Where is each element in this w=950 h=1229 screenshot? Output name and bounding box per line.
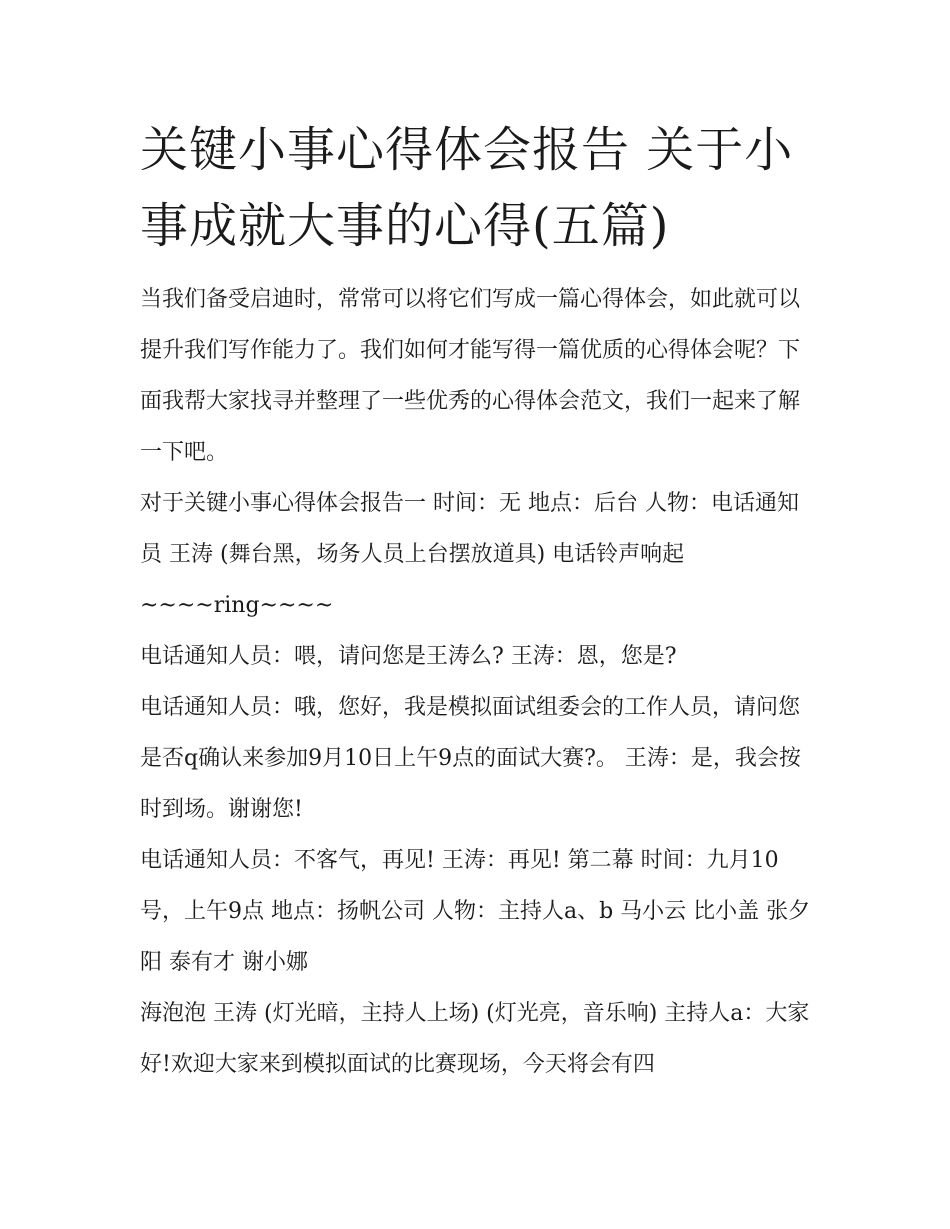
paragraph-dialogue-2: 电话通知人员：哦，您好，我是模拟面试组委会的工作人员，请问您是否q确认来参加9月10日上午9点的面试大赛?。 王涛：是，我会按时到场。谢谢您!	[140, 695, 801, 822]
paragraph-intro: 当我们备受启迪时，常常可以将它们写成一篇心得体会，如此就可以提升我们写作能力了。我们如何才能写得一篇优质的心得体会呢？下面我帮大家找寻并整理了一些优秀的心得体会范文，我们一起来了解一下吧。	[140, 287, 801, 465]
paragraph-scene-two: 电话通知人员：不客气，再见! 王涛：再见! 第二幕 时间：九月10号，上午9点 地点：扬帆公司 人物：主持人a、b 马小云 比小盖 张夕阳 泰有才 谢小娜	[140, 848, 811, 975]
paragraph-host-opening: 海泡泡 王涛 (灯光暗，主持人上场) (灯光亮，音乐响) 主持人a：大家好!欢迎大家来到模拟面试的比赛现场，今天将会有四	[140, 1001, 810, 1077]
document-body	[140, 274, 812, 1090]
paragraph-report-one-setting: 对于关键小事心得体会报告一 时间：无 地点：后台 人物：电话通知员 王涛 (舞台黑，场务人员上台摆放道具) 电话铃声响起~~~~ring~~~~	[140, 491, 799, 618]
document-page	[140, 112, 812, 1090]
document-title: 关键小事心得体会报告 关于小事成就大事的心得(五篇)	[140, 122, 794, 254]
paragraph-dialogue-1: 电话通知人员：喂，请问您是王涛么? 王涛：恩，您是?	[140, 644, 677, 669]
